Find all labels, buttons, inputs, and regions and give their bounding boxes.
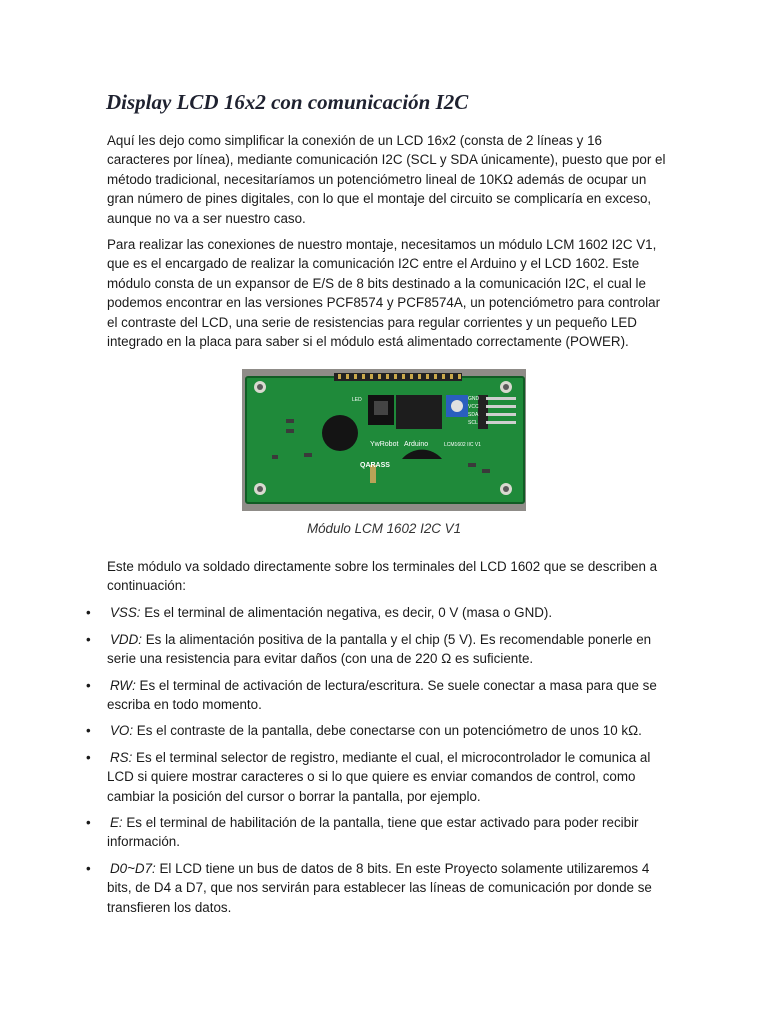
term-description: El LCD tiene un bus de datos de 8 bits. En este Proyecto solamente utilizaremos 4 bits, de D4 a D7, que nos servirán para establecer las líneas de comunicación por donde se transfieren los datos.	[107, 861, 652, 915]
terminals-intro-paragraph: Este módulo va soldado directamente sobre los terminales del LCD 1602 que se describen a continuación:	[107, 559, 658, 594]
term-description: Es el contraste de la pantalla, debe conectarse con un potenciómetro de unos 10 kΩ.	[133, 723, 642, 738]
pin-label-scl: SCL	[468, 420, 478, 426]
pin-label-gnd: GND	[468, 396, 480, 402]
board-led-label: LED	[352, 397, 362, 403]
term-description: Es el terminal de activación de lectura/escritura. Se suele conectar a masa para que se escriba en todo momento.	[107, 678, 657, 713]
term-description: Es el terminal selector de registro, mediante el cual, el microcontrolador le comunica al LCD si quiere mostrar caracteres o si lo que quiere es enviar comandos de control, como cambiar la posición del cursor o borrar la pantalla, por ejemplo.	[107, 750, 651, 804]
term-label: RW:	[110, 678, 136, 693]
intro-paragraph: Aquí les dejo como simplificar la conexión de un LCD 16x2 (consta de 2 líneas y 16 caracteres por línea), mediante comunicación I2C (SCL y SDA únicamente), puesto que por el método tradicional, necesitaríamos un potenciómetro lineal de 10KΩ además de ocupar un gran número de pines digitales, con lo que el montaje del circuito se complicaría en exceso, aunque no va a ser nuestro caso.	[107, 133, 666, 226]
bullet-dot: •	[86, 861, 91, 876]
term-description: Es el terminal de habilitación de la pantalla, tiene que estar activado para poder recibir información.	[107, 815, 639, 850]
term-label: VSS:	[110, 605, 141, 620]
document-title: Display LCD 16x2 con comunicación I2C	[106, 90, 469, 114]
bullet-dot: •	[86, 815, 91, 830]
bullet-dot: •	[86, 723, 91, 738]
board-logo-label: QARASS	[360, 462, 390, 469]
figure-caption: Módulo LCM 1602 I2C V1	[306, 521, 462, 536]
term-label: RS:	[110, 750, 133, 765]
module-paragraph: Para realizar las conexiones de nuestro montaje, necesitamos un módulo LCM 1602 I2C V1, que es el encargado de realizar la comunicación I2C entre el Arduino y el LCD 1602. Este módulo consta de un expansor de E/S de 8 bits destinado a la comunicación I2C, el cual le podemos encontrar en las versiones PCF8574 y PCF8574A, un potenciómetro para controlar el contraste del LCD, una serie de resistencias para regular corrientes y un pequeño LED integrado en la placa para saber si el módulo está alimentado correctamente (POWER).	[107, 237, 661, 350]
term-label: D0~D7:	[110, 861, 156, 876]
board-model-label: LCM1602 IIC V1	[444, 442, 481, 448]
board-platform-label: Arduino	[404, 441, 429, 448]
pin-label-vcc: VCC	[468, 404, 479, 410]
term-label: VO:	[110, 723, 134, 738]
bullet-dot: •	[86, 678, 91, 693]
term-description: Es el terminal de alimentación negativa, es decir, 0 V (masa o GND).	[140, 605, 553, 620]
board-brand-label: YwRobot	[370, 441, 399, 448]
bullet-dot: •	[86, 632, 91, 647]
term-label: E:	[110, 815, 123, 830]
term-label: VDD:	[110, 632, 142, 647]
lcm1602-module-photo	[242, 369, 526, 511]
pin-label-sda: SDA	[468, 412, 479, 418]
bullet-dot: •	[86, 750, 91, 765]
term-description: Es la alimentación positiva de la pantalla y el chip (5 V). Es recomendable ponerle en serie una resistencia para evitar daños (con una de 220 Ω es suficiente.	[107, 632, 652, 667]
bullet-dot: •	[86, 605, 91, 620]
